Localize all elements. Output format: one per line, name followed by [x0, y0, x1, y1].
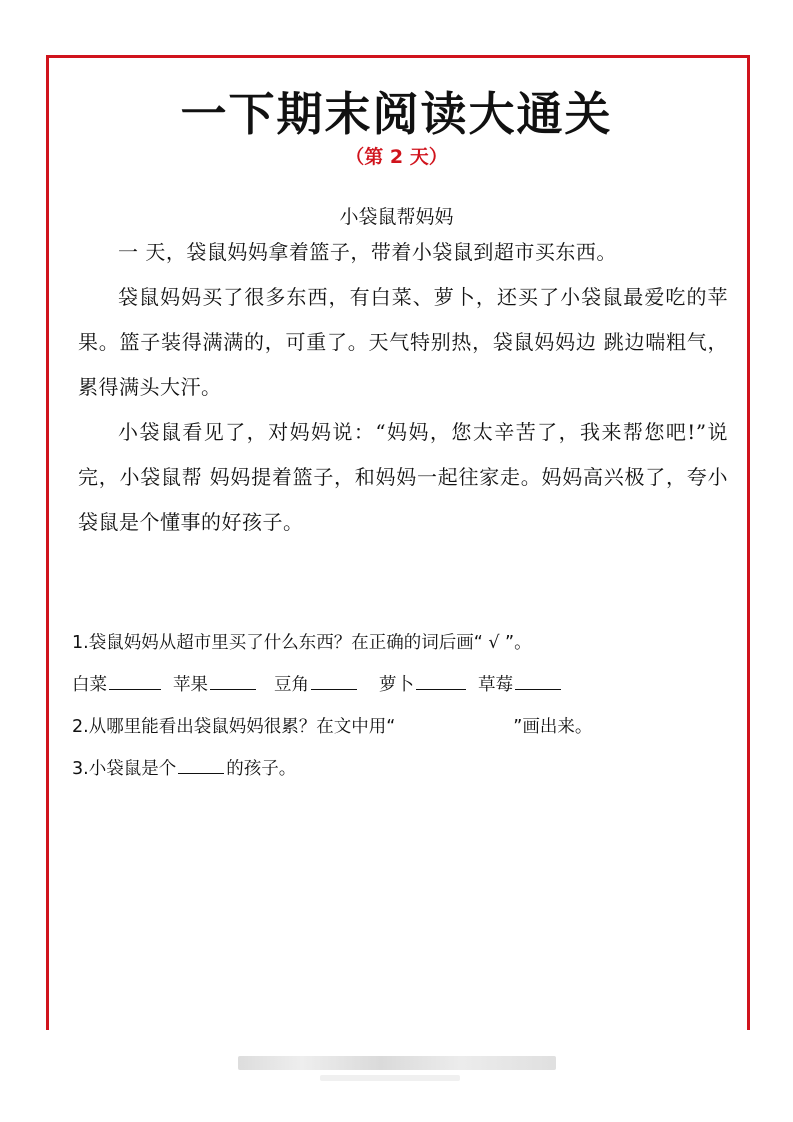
question-3-after: 的孩子。 — [226, 759, 297, 779]
passage-paragraph: 一 天，袋鼠妈妈拿着篮子，带着小袋鼠到超市买东西。 — [118, 240, 617, 264]
question-2 — [72, 706, 732, 748]
option-label: 苹果 — [173, 675, 208, 695]
option-label: 萝卜 — [379, 675, 414, 695]
option-item — [379, 664, 468, 706]
answer-blank[interactable] — [178, 756, 224, 775]
question-3-before: 3.小袋鼠是个 — [72, 759, 177, 779]
blurred-footer-watermark — [320, 1075, 460, 1081]
question-1: 1.袋鼠妈妈从超市里买了什么东西？在正确的词后画“ √ ”。 — [72, 633, 532, 653]
option-label: 豆角 — [274, 675, 309, 695]
answer-blank[interactable] — [311, 672, 357, 691]
passage-paragraph: 袋鼠妈妈买了很多东西，有白菜、萝卜，还买了小袋鼠最爱吃的苹果。篮子装得满满的，可重了。天气特别热，袋鼠妈妈边 跳边喘粗气，累得满头大汗。 — [78, 285, 728, 399]
passage-paragraph: 小袋鼠看见了，对妈妈说：“妈妈，您太辛苦了，我来帮您吧!”说完，小袋鼠帮 妈妈提着篮子，和妈妈一起往家走。妈妈高兴极了，夸小袋鼠是个懂事的好孩子。 — [78, 420, 728, 534]
passage-body — [78, 230, 728, 545]
question-3 — [72, 748, 732, 790]
answer-blank[interactable] — [210, 672, 256, 691]
day-subtitle: （第 2 天） — [345, 146, 448, 168]
option-item — [274, 664, 359, 706]
question-2-before: 2.从哪里能看出袋鼠妈妈很累？在文中用“ — [72, 717, 396, 737]
answer-blank[interactable] — [515, 672, 561, 691]
answer-blank[interactable] — [416, 672, 466, 691]
questions-section — [72, 622, 732, 790]
passage-title: 小袋鼠帮妈妈 — [339, 206, 454, 228]
option-item — [173, 664, 258, 706]
page-title: 一下期末阅读大通关 — [180, 87, 613, 141]
option-label: 白菜 — [72, 675, 107, 695]
option-item — [72, 664, 163, 706]
question-1-options — [72, 664, 732, 706]
blurred-footer-watermark — [238, 1056, 556, 1070]
option-label: 草莓 — [478, 675, 513, 695]
answer-blank[interactable] — [109, 672, 161, 691]
question-2-after: ”画出来。 — [513, 717, 593, 737]
option-item — [478, 664, 563, 706]
